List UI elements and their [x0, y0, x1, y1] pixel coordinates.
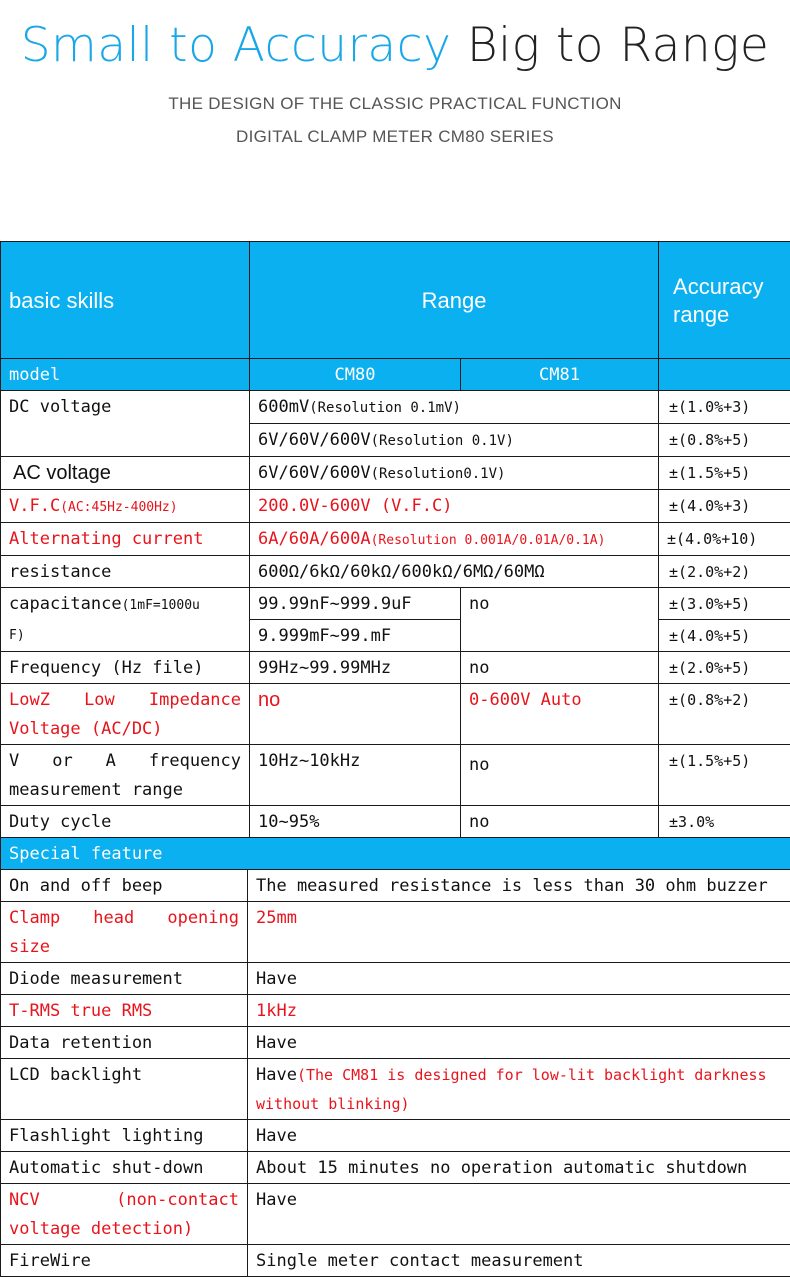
page-title — [0, 18, 790, 73]
ncv-value: Have — [248, 1184, 790, 1245]
dc-range-2-value: 6V/60V/600V — [258, 430, 371, 450]
ncv-label-line-1: NCV (non-contact — [9, 1186, 247, 1215]
duty-cycle-label: Duty cycle — [1, 806, 250, 838]
clamp-head-value: 25mm — [248, 902, 790, 963]
table-row — [1, 870, 790, 902]
table-row — [1, 652, 790, 684]
resistance-accuracy: ±(2.0%+2) — [659, 556, 790, 588]
dc-range-2-note: (Resolution 0.1V) — [371, 433, 514, 449]
duty-cycle-range: 10~95% — [250, 806, 461, 838]
subtitle-line-1: THE DESIGN OF THE CLASSIC PRACTICAL FUNCTION — [0, 94, 790, 114]
table-row — [1, 745, 790, 806]
table-row — [1, 457, 790, 490]
va-frequency-label-line-2: measurement range — [9, 776, 249, 805]
capacitance-label — [1, 588, 250, 652]
table-row — [1, 1059, 790, 1120]
table-header-row — [1, 242, 790, 359]
frequency-accuracy: ±(2.0%+5) — [659, 652, 790, 684]
ac-accuracy: ±(1.5%+5) — [659, 457, 790, 490]
table-row — [1, 588, 790, 620]
alternating-current-accuracy: ±(4.0%+10) — [659, 523, 790, 556]
vfc-range: 200.0V-600V (V.F.C) — [250, 490, 659, 523]
va-frequency-cm81: no — [461, 745, 659, 806]
model-cm80: CM80 — [250, 359, 461, 391]
header — [0, 0, 790, 241]
auto-shutdown-value: About 15 minutes no operation automatic shutdown — [248, 1152, 790, 1184]
alternating-current-range-note: (Resolution 0.001A/0.01A/0.1A) — [371, 533, 606, 548]
ac-voltage-label: AC voltage — [1, 457, 250, 490]
table-row — [1, 523, 790, 556]
duty-cycle-accuracy: ±3.0% — [659, 806, 790, 838]
diode-value: Have — [248, 963, 790, 995]
firewire-label: FireWire — [1, 1245, 248, 1277]
dc-range-1-value: 600mV — [258, 397, 309, 417]
table-row — [1, 1245, 790, 1277]
capacitance-label-note: (1mF=1000u — [122, 598, 200, 613]
flashlight-value: Have — [248, 1120, 790, 1152]
beep-value: The measured resistance is less than 30 ohm buzzer — [248, 870, 790, 902]
frequency-label: Frequency (Hz file) — [1, 652, 250, 684]
vfc-accuracy: ±(4.0%+3) — [659, 490, 790, 523]
title-part-accuracy: Small to Accuracy — [21, 18, 452, 73]
table-row — [1, 684, 790, 745]
capacitance-range-2: 9.999mF~99.mF — [250, 620, 461, 652]
data-retention-value: Have — [248, 1027, 790, 1059]
ncv-label-line-2: voltage detection) — [9, 1215, 247, 1244]
capacitance-accuracy-1: ±(3.0%+5) — [659, 588, 790, 620]
resistance-range: 600Ω/6kΩ/60kΩ/600kΩ/6MΩ/60MΩ — [250, 556, 659, 588]
lcd-backlight-value-text: Have — [256, 1065, 297, 1085]
va-frequency-range: 10Hz~10kHz — [250, 745, 461, 806]
dc-range-2 — [250, 424, 659, 457]
lcd-backlight-label: LCD backlight — [1, 1059, 248, 1120]
model-accuracy-empty — [659, 359, 790, 391]
table-row — [1, 1027, 790, 1059]
ac-range-note: (Resolution0.1V) — [371, 466, 506, 482]
capacitance-label-tail: F) — [9, 628, 25, 643]
table-row — [1, 391, 790, 424]
auto-shutdown-label: Automatic shut-down — [1, 1152, 248, 1184]
model-cm81: CM81 — [461, 359, 659, 391]
trms-label: T-RMS true RMS — [1, 995, 248, 1027]
table-row — [1, 963, 790, 995]
table-row — [1, 995, 790, 1027]
flashlight-label: Flashlight lighting — [1, 1120, 248, 1152]
capacitance-cm81: no — [461, 588, 659, 652]
special-feature-label: Special feature — [1, 838, 790, 870]
col-accuracy: Accuracy range — [659, 242, 790, 359]
lowz-label-line-1: LowZ Low Impedance — [9, 686, 249, 715]
table-row — [1, 806, 790, 838]
special-feature-row — [1, 838, 790, 870]
subtitle-line-2: DIGITAL CLAMP METER CM80 SERIES — [0, 127, 790, 147]
alternating-current-label: Alternating current — [1, 523, 250, 556]
capacitance-range-1: 99.99nF~999.9uF — [250, 588, 461, 620]
lowz-label-line-2: Voltage (AC/DC) — [9, 715, 249, 744]
table-row — [1, 1120, 790, 1152]
title-part-range: Big to Range — [467, 18, 769, 73]
clamp-head-label-line-2: size — [9, 933, 247, 962]
capacitance-label-text: capacitance — [9, 594, 122, 614]
lowz-label — [1, 684, 250, 745]
spec-table — [0, 241, 790, 1277]
model-label: model — [1, 359, 250, 391]
table-row — [1, 556, 790, 588]
trms-value: 1kHz — [248, 995, 790, 1027]
dc-range-1-note: (Resolution 0.1mV) — [309, 400, 461, 416]
dc-accuracy-2: ±(0.8%+5) — [659, 424, 790, 457]
table-row — [1, 902, 790, 963]
ac-range-value: 6V/60V/600V — [258, 463, 371, 483]
va-frequency-accuracy: ±(1.5%+5) — [659, 745, 790, 806]
ac-range — [250, 457, 659, 490]
resistance-label: resistance — [1, 556, 250, 588]
clamp-head-label — [1, 902, 248, 963]
vfc-label-note: (AC:45Hz-400Hz) — [60, 500, 177, 515]
table-row — [1, 1152, 790, 1184]
dc-accuracy-1: ±(1.0%+3) — [659, 391, 790, 424]
capacitance-accuracy-2: ±(4.0%+5) — [659, 620, 790, 652]
lowz-cm80: no — [250, 684, 461, 745]
data-retention-label: Data retention — [1, 1027, 248, 1059]
model-row — [1, 359, 790, 391]
va-frequency-label-line-1: V or A frequency — [9, 747, 249, 776]
dc-range-1 — [250, 391, 659, 424]
lcd-backlight-value — [248, 1059, 790, 1120]
alternating-current-range-value: 6A/60A/600A — [258, 529, 371, 549]
duty-cycle-cm81: no — [461, 806, 659, 838]
vfc-label — [1, 490, 250, 523]
table-row — [1, 1184, 790, 1245]
lcd-backlight-note: (The CM81 is designed for low-lit backlight darkness without blinking) — [256, 1066, 767, 1113]
lowz-accuracy: ±(0.8%+2) — [659, 684, 790, 745]
col-basic-skills: basic skills — [1, 242, 250, 359]
diode-label: Diode measurement — [1, 963, 248, 995]
ncv-label — [1, 1184, 248, 1245]
beep-label: On and off beep — [1, 870, 248, 902]
lowz-cm81: 0-600V Auto — [461, 684, 659, 745]
va-frequency-label — [1, 745, 250, 806]
frequency-cm81: no — [461, 652, 659, 684]
firewire-value: Single meter contact measurement — [248, 1245, 790, 1277]
frequency-range: 99Hz~99.99MHz — [250, 652, 461, 684]
dc-voltage-label: DC voltage — [1, 391, 250, 457]
table-row — [1, 490, 790, 523]
clamp-head-label-line-1: Clamp head opening — [9, 904, 247, 933]
vfc-label-text: V.F.C — [9, 496, 60, 516]
col-range: Range — [250, 242, 659, 359]
alternating-current-range — [250, 523, 659, 556]
